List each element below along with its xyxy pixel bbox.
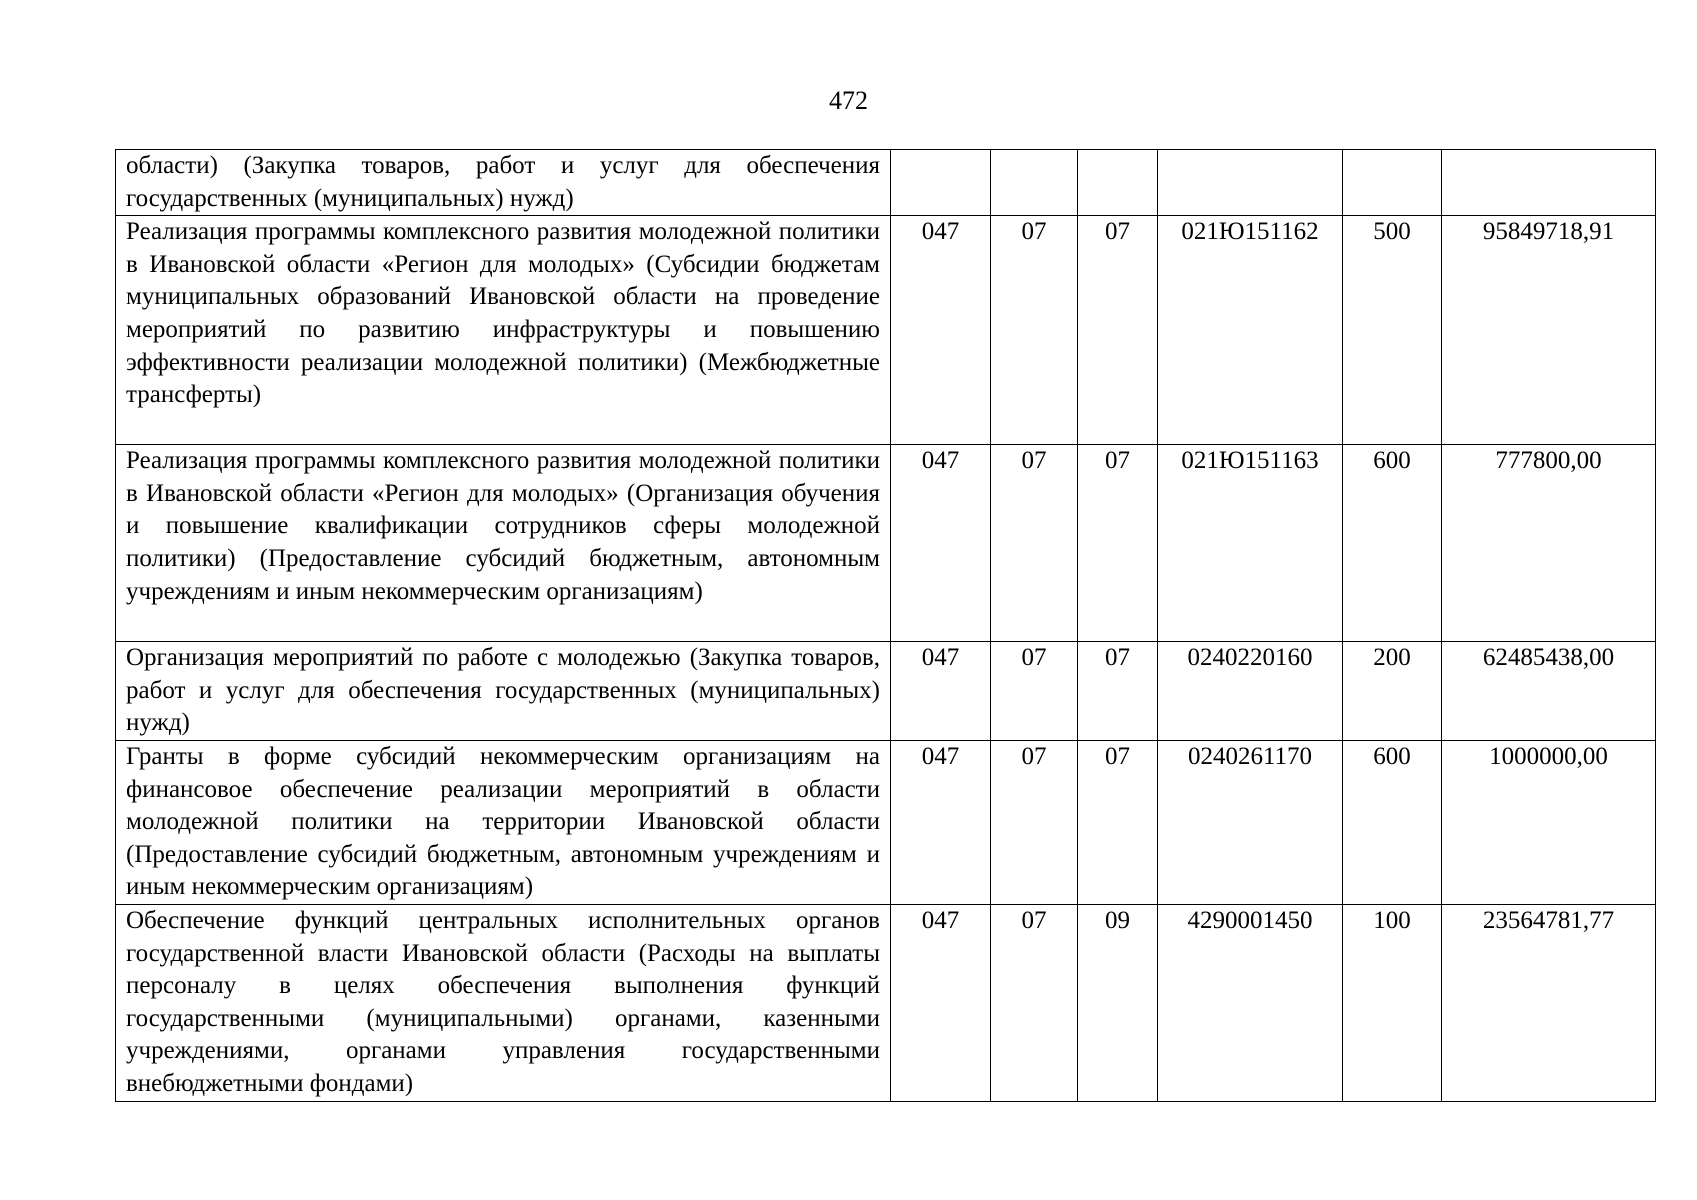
row-target-article: 021Ю151162 (1158, 216, 1343, 445)
row-amount: 777800,00 (1442, 445, 1656, 642)
row-subsection-code: 07 (1078, 642, 1158, 741)
row-section-code: 07 (991, 740, 1078, 904)
row-expense-type: 200 (1343, 642, 1442, 741)
row-amount: 23564781,77 (1442, 904, 1656, 1101)
row-subsection-code: 09 (1078, 904, 1158, 1101)
row-ministry-code: 047 (891, 904, 991, 1101)
row-description: Реализация программы комплексного развития молодежной политики в Ивановской области «Регион для молодых» (Субсидии бюджетам муниципальных образований Ивановской области на проведение мероприятий по развитию инфраструктуры и повышению эффективности реализации молодежной политики) (Межбюджетные трансферты) (116, 216, 891, 445)
row-target-article: 021Ю151163 (1158, 445, 1343, 642)
row-ministry-code: 047 (891, 216, 991, 445)
table-row (116, 445, 1656, 642)
row-subsection-code: 07 (1078, 216, 1158, 445)
row-expense-type: 500 (1343, 216, 1442, 445)
table-row (116, 216, 1656, 445)
row-section-code: 07 (991, 216, 1078, 445)
row-description: Обеспечение функций центральных исполнительных органов государственной власти Ивановской области (Расходы на выплаты персоналу в целях обеспечения выполнения функций государственными (муниципальными) органами, казенными учреждениями, органами управления государственными внебюджетными фондами) (116, 904, 891, 1101)
row-target-article: 0240261170 (1158, 740, 1343, 904)
table-row (116, 642, 1656, 741)
row-amount (1442, 150, 1656, 216)
row-expense-type: 100 (1343, 904, 1442, 1101)
page-number: 472 (829, 86, 868, 115)
row-amount: 62485438,00 (1442, 642, 1656, 741)
row-amount: 1000000,00 (1442, 740, 1656, 904)
row-expense-type: 600 (1343, 740, 1442, 904)
row-section-code: 07 (991, 445, 1078, 642)
row-ministry-code: 047 (891, 642, 991, 741)
row-ministry-code (891, 150, 991, 216)
table-row (116, 740, 1656, 904)
row-section-code (991, 150, 1078, 216)
row-description: Гранты в форме субсидий некоммерческим организациям на финансовое обеспечение реализации мероприятий в области молодежной политики на территории Ивановской области (Предоставление субсидий бюджетным, автономным учреждениям и иным некоммерческим организациям) (116, 740, 891, 904)
table-row (116, 150, 1656, 216)
row-target-article: 4290001450 (1158, 904, 1343, 1101)
table-row (116, 904, 1656, 1101)
row-ministry-code: 047 (891, 445, 991, 642)
row-subsection-code (1078, 150, 1158, 216)
row-description: области) (Закупка товаров, работ и услуг для обеспечения государственных (муниципальных) нужд) (116, 150, 891, 216)
row-description: Организация мероприятий по работе с молодежью (Закупка товаров, работ и услуг для обеспечения государственных (муниципальных) нужд) (116, 642, 891, 741)
budget-table (115, 149, 1656, 1102)
row-expense-type (1343, 150, 1442, 216)
row-section-code: 07 (991, 904, 1078, 1101)
row-target-article (1158, 150, 1343, 216)
row-expense-type: 600 (1343, 445, 1442, 642)
row-section-code: 07 (991, 642, 1078, 741)
row-description: Реализация программы комплексного развития молодежной политики в Ивановской области «Регион для молодых» (Организация обучения и повышение квалификации сотрудников сферы молодежной политики) (Предоставление субсидий бюджетным, автономным учреждениям и иным некоммерческим организациям) (116, 445, 891, 642)
row-amount: 95849718,91 (1442, 216, 1656, 445)
row-ministry-code: 047 (891, 740, 991, 904)
row-subsection-code: 07 (1078, 445, 1158, 642)
row-target-article: 0240220160 (1158, 642, 1343, 741)
row-subsection-code: 07 (1078, 740, 1158, 904)
